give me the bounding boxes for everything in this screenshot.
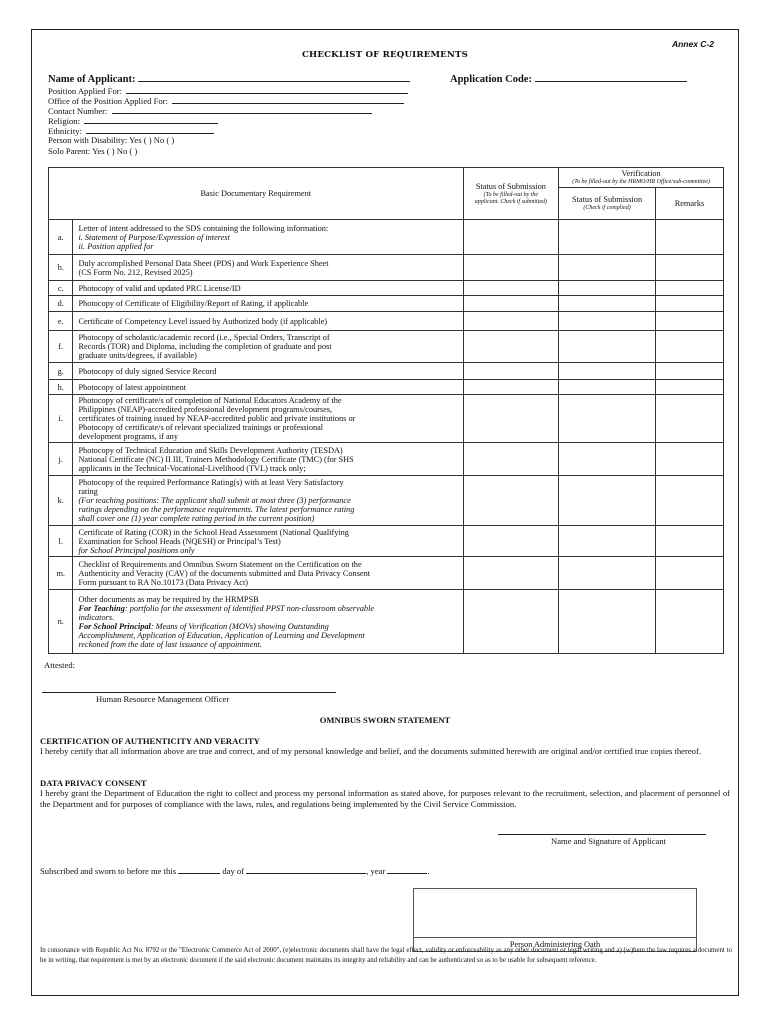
row-letter: j. — [49, 443, 73, 476]
position-label: Position Applied For: — [48, 86, 123, 96]
row-letter: b. — [49, 255, 73, 281]
description-text: applicants in the Technical-Vocational-Livelihood (TVL) track only; — [78, 463, 306, 473]
table-row — [49, 220, 724, 255]
row-description — [73, 395, 463, 443]
row-description — [73, 476, 463, 526]
description-line — [78, 299, 457, 308]
description-line — [78, 604, 457, 613]
omnibus-title: OMNIBUS SWORN STATEMENT — [319, 715, 451, 725]
table-row — [49, 476, 724, 526]
description-text: Photocopy of scholastic/academic record (i.e., Special Orders, Transcript of — [78, 333, 330, 342]
row-description — [73, 220, 463, 255]
verification-status-cell[interactable] — [559, 312, 656, 331]
description-line — [78, 233, 457, 242]
description-text: Checklist of Requirements and Omnibus Sworn Statement on the Certification on the — [78, 559, 362, 569]
row-letter: e. — [49, 312, 73, 331]
description-line — [78, 367, 457, 376]
remarks-cell[interactable] — [655, 255, 723, 281]
description-text: Form pursuant to RA No.10173 (Data Privacy Act) — [78, 577, 249, 587]
applicant-status-cell[interactable] — [463, 281, 559, 296]
remarks-cell[interactable] — [655, 526, 723, 557]
row-letter: d. — [49, 296, 73, 312]
oath-box[interactable] — [413, 888, 697, 952]
hrmo-signature-line[interactable] — [42, 692, 336, 693]
description-line — [78, 242, 457, 251]
row-letter: a. — [49, 220, 73, 255]
verification-status-cell[interactable] — [559, 476, 656, 526]
row-letter: h. — [49, 380, 73, 395]
description-line — [78, 455, 457, 464]
verification-status-cell[interactable] — [559, 296, 656, 312]
row-description — [73, 331, 463, 363]
col-v-status-header — [559, 188, 656, 220]
description-text: Accomplishment, Application of Education, Application of Learning and Development — [78, 630, 365, 640]
verification-status-cell[interactable] — [559, 380, 656, 395]
sworn-text-b: day of — [222, 866, 245, 876]
remarks-cell[interactable] — [655, 443, 723, 476]
description-line — [78, 396, 457, 405]
table-row — [49, 395, 724, 443]
sworn-text-c: , year — [366, 866, 386, 876]
description-line — [78, 446, 457, 455]
description-line — [78, 478, 457, 487]
oath-label: Person Administering Oath — [414, 937, 696, 951]
description-line — [78, 259, 457, 268]
hrmo-label: Human Resource Management Officer — [96, 694, 230, 704]
description-text: ii. Position applied for — [78, 241, 154, 251]
description-line — [78, 631, 457, 640]
solo-parent-checkbox-row[interactable]: Solo Parent: Yes ( ) No ( ) — [48, 146, 138, 156]
form-page — [31, 29, 739, 996]
applicant-status-cell[interactable] — [463, 526, 559, 557]
description-rest: : Means of Verification (MOVs) showing Outstanding — [150, 621, 329, 631]
description-text: Records (TOR) and Diploma, including the completion of graduate and post — [78, 342, 332, 351]
remarks-cell[interactable] — [655, 476, 723, 526]
row-letter: g. — [49, 363, 73, 380]
pwd-checkbox-row[interactable]: Person with Disability: Yes ( ) No ( ) — [48, 135, 175, 145]
table-row — [49, 255, 724, 281]
description-line — [78, 224, 457, 233]
col-status-label: Status of Submission — [475, 181, 546, 191]
application-code-field[interactable] — [535, 72, 687, 82]
remarks-cell[interactable] — [655, 220, 723, 255]
description-line — [78, 405, 457, 414]
description-text: Photocopy of duly signed Service Record — [78, 366, 217, 376]
row-description — [73, 255, 463, 281]
remarks-cell[interactable] — [655, 395, 723, 443]
applicant-status-cell[interactable] — [463, 296, 559, 312]
privacy-text: I hereby grant the Department of Education the right to collect and process my personal information as stated above, for purposes relevant to the recruitment, selection, and placement of personnel of the Department and for purposes of compliance with the laws, rules, and regulations being implemented by the Civil Service Commission. — [40, 788, 730, 809]
applicant-status-cell[interactable] — [463, 331, 559, 363]
verification-status-cell[interactable] — [559, 220, 656, 255]
description-text: Philippines (NEAP)-accredited professional development programs/courses, — [78, 405, 333, 414]
col-requirement-header: Basic Documentary Requirement — [49, 168, 464, 220]
col-remarks-header: Remarks — [655, 188, 723, 220]
description-text: graduate units/degrees, if available) — [78, 351, 197, 360]
description-text: Certificate of Rating (COR) in the School Head Assessment (National Qualifying — [78, 527, 349, 537]
applicant-signature-line[interactable] — [498, 834, 706, 835]
row-letter: k. — [49, 476, 73, 526]
verification-status-cell[interactable] — [559, 331, 656, 363]
ethnicity-field[interactable] — [86, 124, 214, 134]
description-text: For Teaching — [78, 603, 125, 613]
verification-status-cell[interactable] — [559, 395, 656, 443]
sworn-year-field[interactable] — [387, 864, 430, 876]
row-letter: c. — [49, 281, 73, 296]
description-line — [78, 342, 457, 351]
cert-text: I hereby certify that all information above are true and correct, and of my personal knowledge and belief, and the documents submitted herewith are original and/or certified true copies thereof. — [40, 746, 701, 756]
description-line — [78, 284, 457, 293]
table-row — [49, 296, 724, 312]
description-text: Duly accomplished Personal Data Sheet (PDS) and Work Experience Sheet — [78, 258, 329, 268]
description-text: Photocopy of latest appointment — [78, 382, 187, 392]
remarks-cell[interactable] — [655, 557, 723, 590]
description-line — [78, 317, 457, 326]
description-line — [78, 528, 457, 537]
description-line — [78, 595, 457, 604]
description-line — [78, 464, 457, 473]
privacy-title: DATA PRIVACY CONSENT — [40, 778, 147, 788]
table-row — [49, 380, 724, 395]
verification-status-cell[interactable] — [559, 255, 656, 281]
description-line — [78, 537, 457, 546]
description-line — [78, 578, 457, 587]
description-text: (CS Form No. 212, Revised 2025) — [78, 267, 193, 277]
table-row — [49, 557, 724, 590]
religion-label: Religion: — [48, 116, 80, 126]
office-label: Office of the Position Applied For: — [48, 96, 168, 106]
applicant-status-cell[interactable] — [463, 395, 559, 443]
description-text: Photocopy of Certificate of Eligibility/Report of Rating, if applicable — [78, 299, 309, 308]
col-verification-note: (To be filled-out by the HRMO/HR Office/sub-committee) — [572, 179, 710, 185]
applicant-status-cell[interactable] — [463, 590, 559, 654]
description-text: National Certificate (NC) II III, Trainers Methodology Certificate (TMC) (for SHS — [78, 454, 354, 464]
col-status-note: (To be filled-out by the applicant. Check if submitted) — [474, 191, 548, 205]
row-description — [73, 296, 463, 312]
description-line — [78, 414, 457, 423]
description-text: Other documents as may be required by the HRMPSB — [78, 594, 259, 604]
row-description — [73, 281, 463, 296]
description-text: development programs, if any — [78, 432, 178, 441]
description-text: shall cover one (1) year complete rating period in the current position) — [78, 514, 315, 523]
application-code-row — [450, 72, 687, 85]
signature-label: Name and Signature of Applicant — [551, 836, 667, 846]
row-letter: n. — [49, 590, 73, 654]
applicant-status-cell[interactable] — [463, 557, 559, 590]
description-text: ratings depending on the performance requirements. The latest performance rating — [78, 505, 355, 514]
sworn-text-d: . — [427, 866, 430, 876]
row-letter: i. — [49, 395, 73, 443]
description-line — [78, 514, 457, 523]
contact-label: Contact Number: — [48, 106, 108, 116]
description-line — [78, 383, 457, 392]
description-text: Photocopy of the required Performance Rating(s) with at least Very Satisfactory — [78, 478, 344, 487]
table-row — [49, 331, 724, 363]
col-v-status-note: (Check if complied) — [583, 205, 631, 211]
description-text: i. Statement of Purpose/Expression of interest — [78, 232, 230, 242]
verification-status-cell[interactable] — [559, 590, 656, 654]
description-line — [78, 351, 457, 360]
table-row — [49, 281, 724, 296]
remarks-cell[interactable] — [655, 380, 723, 395]
row-description — [73, 380, 463, 395]
applicant-status-cell[interactable] — [463, 312, 559, 331]
description-text: For School Principal — [78, 621, 151, 631]
row-letter: l. — [49, 526, 73, 557]
table-row — [49, 526, 724, 557]
row-letter: m. — [49, 557, 73, 590]
description-line — [78, 496, 457, 505]
remarks-cell[interactable] — [655, 363, 723, 380]
description-text: certificates of training issued by NEAP-accredited public and private institutions or — [78, 414, 356, 423]
row-letter: f. — [49, 331, 73, 363]
description-text: Letter of intent addressed to the SDS containing the following information: — [78, 223, 329, 233]
col-verification-label: Verification — [621, 169, 661, 178]
table-row — [49, 590, 724, 654]
description-line — [78, 622, 457, 631]
description-line — [78, 487, 457, 496]
description-text: rating — [78, 487, 98, 496]
remarks-cell[interactable] — [655, 281, 723, 296]
description-line — [78, 432, 457, 441]
description-text: reckoned from the date of last issuance of appointment. — [78, 639, 262, 649]
description-text: (For teaching positions: The applicant shall submit at most three (3) performance — [78, 496, 351, 505]
remarks-cell[interactable] — [655, 312, 723, 331]
contact-field[interactable] — [112, 104, 372, 114]
position-field[interactable] — [126, 84, 408, 94]
description-line — [78, 569, 457, 578]
verification-status-cell[interactable] — [559, 281, 656, 296]
cert-title: CERTIFICATION OF AUTHENTICITY AND VERACITY — [40, 736, 260, 746]
office-field[interactable] — [172, 94, 404, 104]
description-line — [78, 423, 457, 432]
description-text: Certificate of Competency Level issued by Authorized body (if applicable) — [78, 316, 328, 326]
footer-note: In consonance with Republic Act No. 8792 or the "Electronic Commerce Act of 2000", (e)electronic documents shall have the legal effect, validity or enforceability as any other document or legal writing and a) (w)here the law requires a document to be in writing, that requirement is met by an electronic document if the said electronic document maintains its integrity and reliability and can be authenticated so as to be usable for subsequent reference. — [40, 947, 732, 964]
row-description — [73, 590, 463, 654]
ethnicity-label: Ethnicity: — [48, 126, 82, 136]
verification-status-cell[interactable] — [559, 557, 656, 590]
verification-status-cell[interactable] — [559, 443, 656, 476]
row-description — [73, 557, 463, 590]
description-line — [78, 333, 457, 342]
verification-status-cell[interactable] — [559, 363, 656, 380]
applicant-status-cell[interactable] — [463, 363, 559, 380]
col-verification-header — [559, 168, 724, 188]
description-line — [78, 268, 457, 277]
applicant-name-field[interactable] — [138, 72, 410, 82]
religion-field[interactable] — [84, 114, 218, 124]
description-text: for School Principal positions only — [78, 545, 195, 555]
applicant-status-cell[interactable] — [463, 443, 559, 476]
description-text: Photocopy of valid and updated PRC License/ID — [78, 283, 241, 293]
applicant-name-label: Name of Applicant: — [48, 74, 136, 85]
row-description — [73, 526, 463, 557]
description-line — [78, 505, 457, 514]
description-text: Examination for School Heads (NQESH) or Principal’s Test) — [78, 536, 281, 546]
description-text: Photocopy of certificate/s of relevant specialized trainings or professional — [78, 423, 324, 432]
description-line — [78, 613, 457, 622]
applicant-status-cell[interactable] — [463, 255, 559, 281]
description-line — [78, 560, 457, 569]
description-text: Photocopy of Technical Education and Skills Development Authority (TESDA) — [78, 445, 343, 455]
requirements-body — [49, 220, 724, 654]
application-code-label: Application Code: — [450, 74, 532, 85]
applicant-status-cell[interactable] — [463, 476, 559, 526]
description-line — [78, 640, 457, 649]
form-title: CHECKLIST OF REQUIREMENTS — [302, 50, 468, 60]
remarks-cell[interactable] — [655, 296, 723, 312]
remarks-cell[interactable] — [655, 331, 723, 363]
sworn-text-a: Subscribed and sworn to before me this — [40, 866, 177, 876]
description-line — [78, 546, 457, 555]
description-rest: : portfolio for the assessment of identified PPST non-classroom observable — [124, 603, 375, 613]
col-status-header — [463, 168, 559, 220]
applicant-status-cell[interactable] — [463, 380, 559, 395]
table-row — [49, 443, 724, 476]
verification-status-cell[interactable] — [559, 526, 656, 557]
row-description — [73, 363, 463, 380]
col-v-status-label: Status of Submission — [572, 195, 643, 204]
row-description — [73, 312, 463, 331]
description-text: Photocopy of certificate/s of completion of National Educators Academy of the — [78, 396, 342, 405]
description-text: Authenticity and Veracity (CAV) of the documents submitted and Data Privacy Consent — [78, 568, 371, 578]
description-text: indicators. — [78, 612, 115, 622]
table-row — [49, 363, 724, 380]
applicant-status-cell[interactable] — [463, 220, 559, 255]
annex-label: Annex C-2 — [671, 39, 714, 49]
sworn-month-field[interactable] — [246, 864, 366, 874]
sworn-row — [40, 864, 430, 876]
sworn-day-field[interactable] — [178, 864, 220, 874]
table-row — [49, 312, 724, 331]
requirements-table — [48, 167, 724, 654]
attested-label: Attested: — [44, 660, 76, 670]
remarks-cell[interactable] — [655, 590, 723, 654]
row-description — [73, 443, 463, 476]
